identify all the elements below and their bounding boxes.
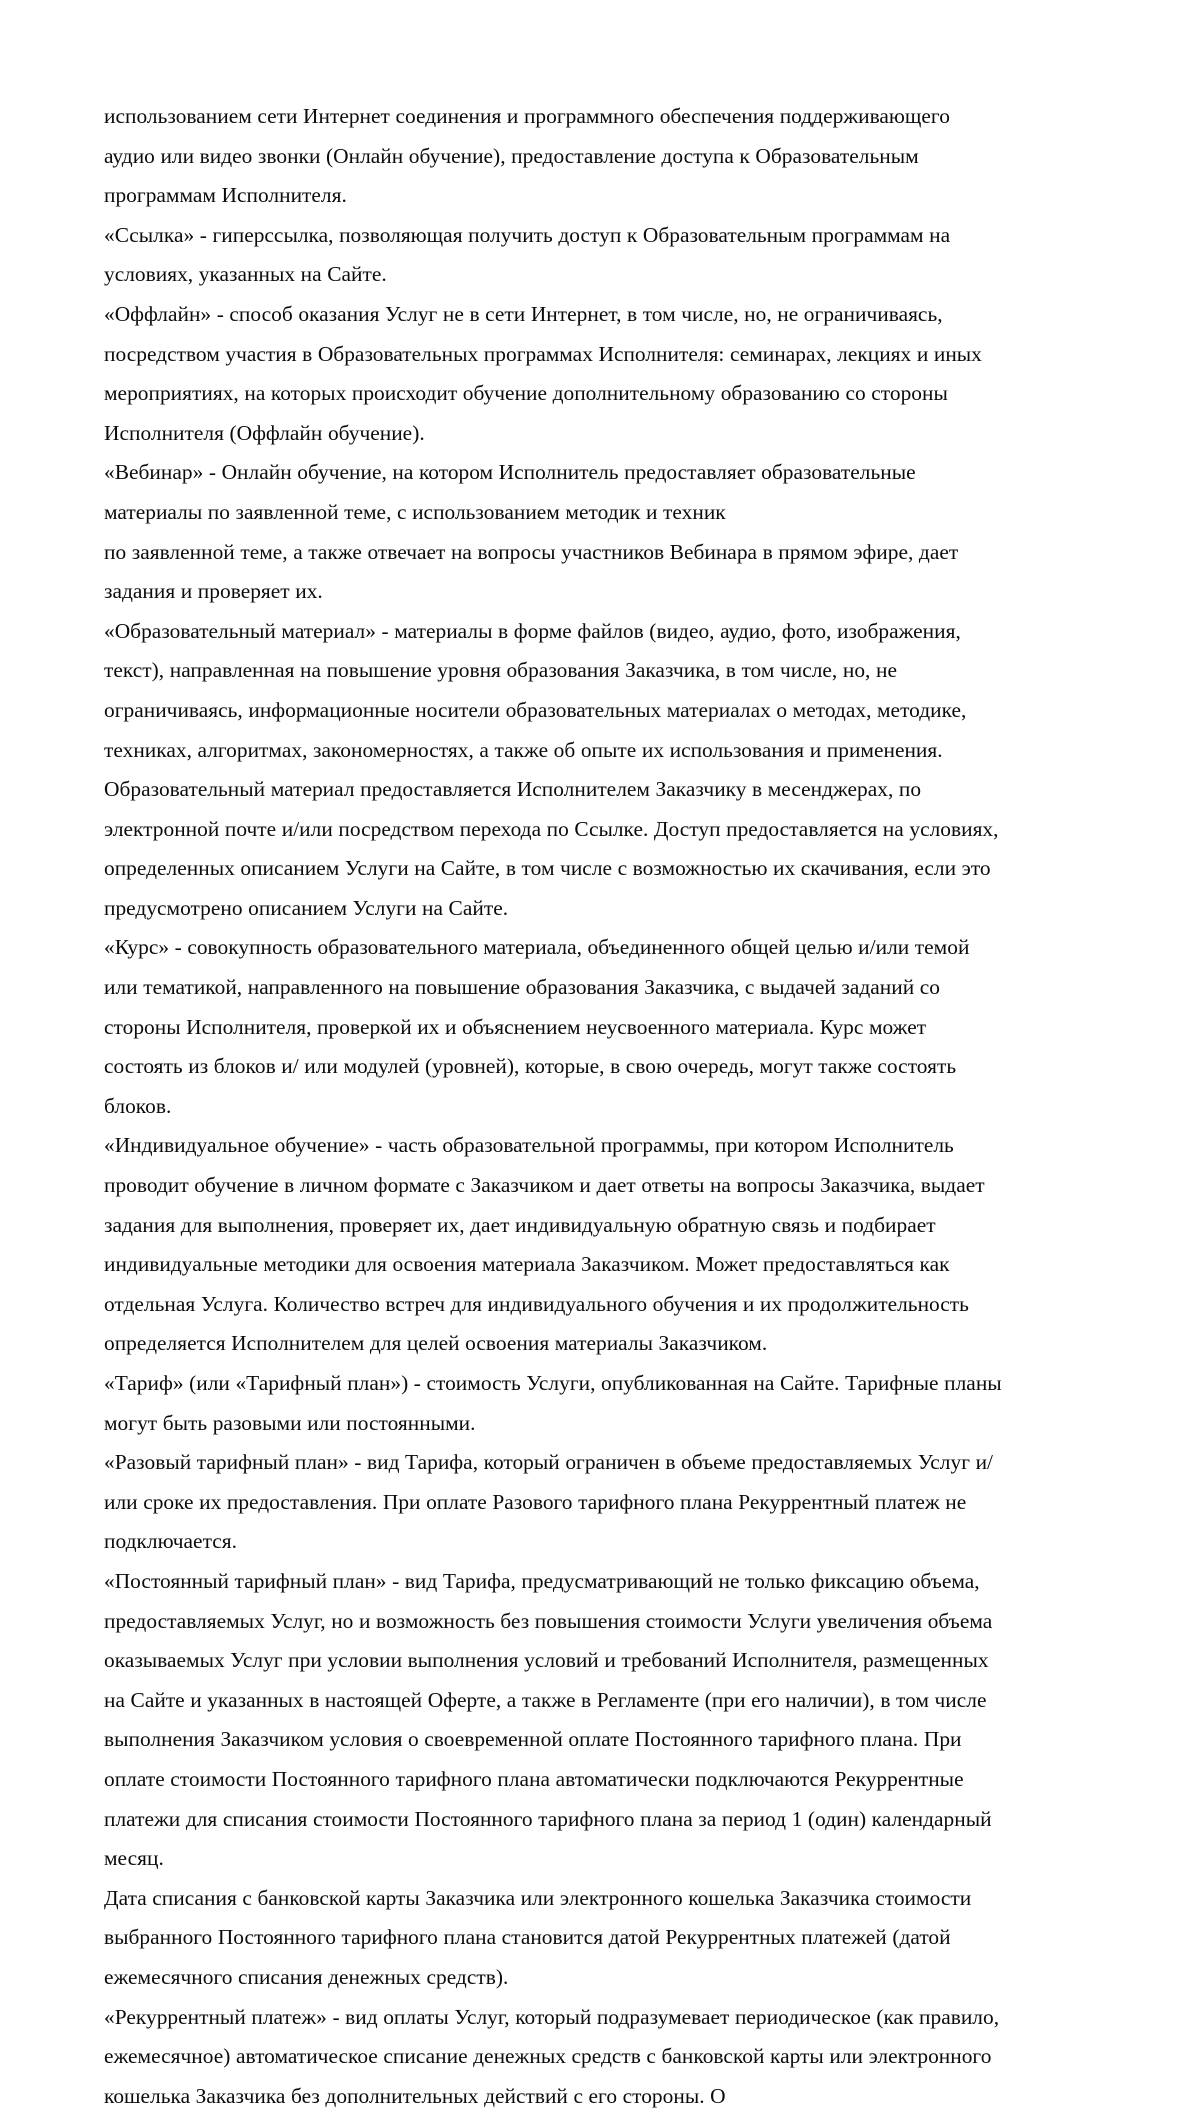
paragraph-data-spisaniya: Дата списания с банковской карты Заказчика или электронного кошелька Заказчика стоимости выбранного Постоянного тарифного плана становится датой Рекуррентных платежей (датой ежемесячного списания денежных средств). <box>104 1879 1004 1998</box>
paragraph-vebinar-continuation: по заявленной теме, а также отвечает на вопросы участников Вебинара в прямом эфире, дает задания и проверяет их. <box>104 533 1004 612</box>
paragraph-obrazovatelnyi-material-definition: «Образовательный материал» - материалы в форме файлов (видео, аудио, фото, изображения, текст), направленная на повышение уровня образования Заказчика, в том числе, но, не ограничиваясь, информационные носители образовательных материалах о методах, методике, техниках, алгоритмах, закономерностях, а также об опыте их использования и применения. Образовательный материал предоставляется Исполнителем Заказчику в месенджерах, по электронной почте и/или посредством перехода по Ссылке. Доступ предоставляется на условиях, определенных описанием Услуги на Сайте, в том числе с возможностью их скачивания, если это предусмотрено описанием Услуги на Сайте. <box>104 612 1004 929</box>
paragraph-offlain-definition: «Оффлайн» - способ оказания Услуг не в сети Интернет, в том числе, но, не ограничиваясь, посредством участия в Образовательных программах Исполнителя: семинарах, лекциях и иных мероприятиях, на которых происходит обучение дополнительному образованию со стороны Исполнителя (Оффлайн обучение). <box>104 295 1004 453</box>
paragraph-vebinar-definition: «Вебинар» - Онлайн обучение, на котором Исполнитель предоставляет образовательные материалы по заявленной теме, с использованием методик и техник <box>104 453 1004 532</box>
paragraph-kurs-definition: «Курс» - совокупность образовательного материала, объединенного общей целью и/или темой или тематикой, направленного на повышение образования Заказчика, с выдачей заданий со стороны Исполнителя, проверкой их и объяснением неусвоенного материала. Курс может состоять из блоков и/ или модулей (уровней), которые, в свою очередь, могут также состоять блоков. <box>104 928 1004 1126</box>
paragraph-postoyannyi-tarifnyi-plan-definition: «Постоянный тарифный план» - вид Тарифа, предусматривающий не только фиксацию объема, предоставляемых Услуг, но и возможность без повышения стоимости Услуги увеличения объема оказываемых Услуг при условии выполнения условий и требований Исполнителя, размещенных на Сайте и указанных в настоящей Оферте, а также в Регламенте (при его наличии), в том числе выполнения Заказчиком условия о своевременной оплате Постоянного тарифного плана. При оплате стоимости Постоянного тарифного плана автоматически подключаются Рекуррентные платежи для списания стоимости Постоянного тарифного плана за период 1 (один) календарный месяц. <box>104 1562 1004 1879</box>
paragraph-rekurrentnyi-platezh-definition: «Рекуррентный платеж» - вид оплаты Услуг, который подразумевает периодическое (как правило, ежемесячное) автоматическое списание денежных средств с банковской карты или электронного кошелька Заказчика без дополнительных действий с его стороны. О <box>104 1998 1004 2116</box>
paragraph-tarif-definition: «Тариф» (или «Тарифный план») - стоимость Услуги, опубликованная на Сайте. Тарифные планы могут быть разовыми или постоянными. <box>104 1364 1004 1443</box>
paragraph-razovyi-tarifnyi-plan-definition: «Разовый тарифный план» - вид Тарифа, который ограничен в объеме предоставляемых Услуг и/или сроке их предоставления. При оплате Разового тарифного плана Рекуррентный платеж не подключается. <box>104 1443 1004 1562</box>
paragraph-online-continued: использованием сети Интернет соединения и программного обеспечения поддерживающего аудио или видео звонки (Онлайн обучение), предоставление доступа к Образовательным программам Исполнителя. <box>104 97 1004 216</box>
paragraph-ssylka-definition: «Ссылка» - гиперссылка, позволяющая получить доступ к Образовательным программам на условиях, указанных на Сайте. <box>104 216 1004 295</box>
document-text-column <box>104 97 1004 2116</box>
paragraph-individualnoe-obuchenie-definition: «Индивидуальное обучение» - часть образовательной программы, при котором Исполнитель проводит обучение в личном формате с Заказчиком и дает ответы на вопросы Заказчика, выдает задания для выполнения, проверяет их, дает индивидуальную обратную связь и подбирает индивидуальные методики для освоения материала Заказчиком. Может предоставляться как отдельная Услуга. Количество встреч для индивидуального обучения и их продолжительность определяется Исполнителем для целей освоения материалы Заказчиком. <box>104 1126 1004 1364</box>
